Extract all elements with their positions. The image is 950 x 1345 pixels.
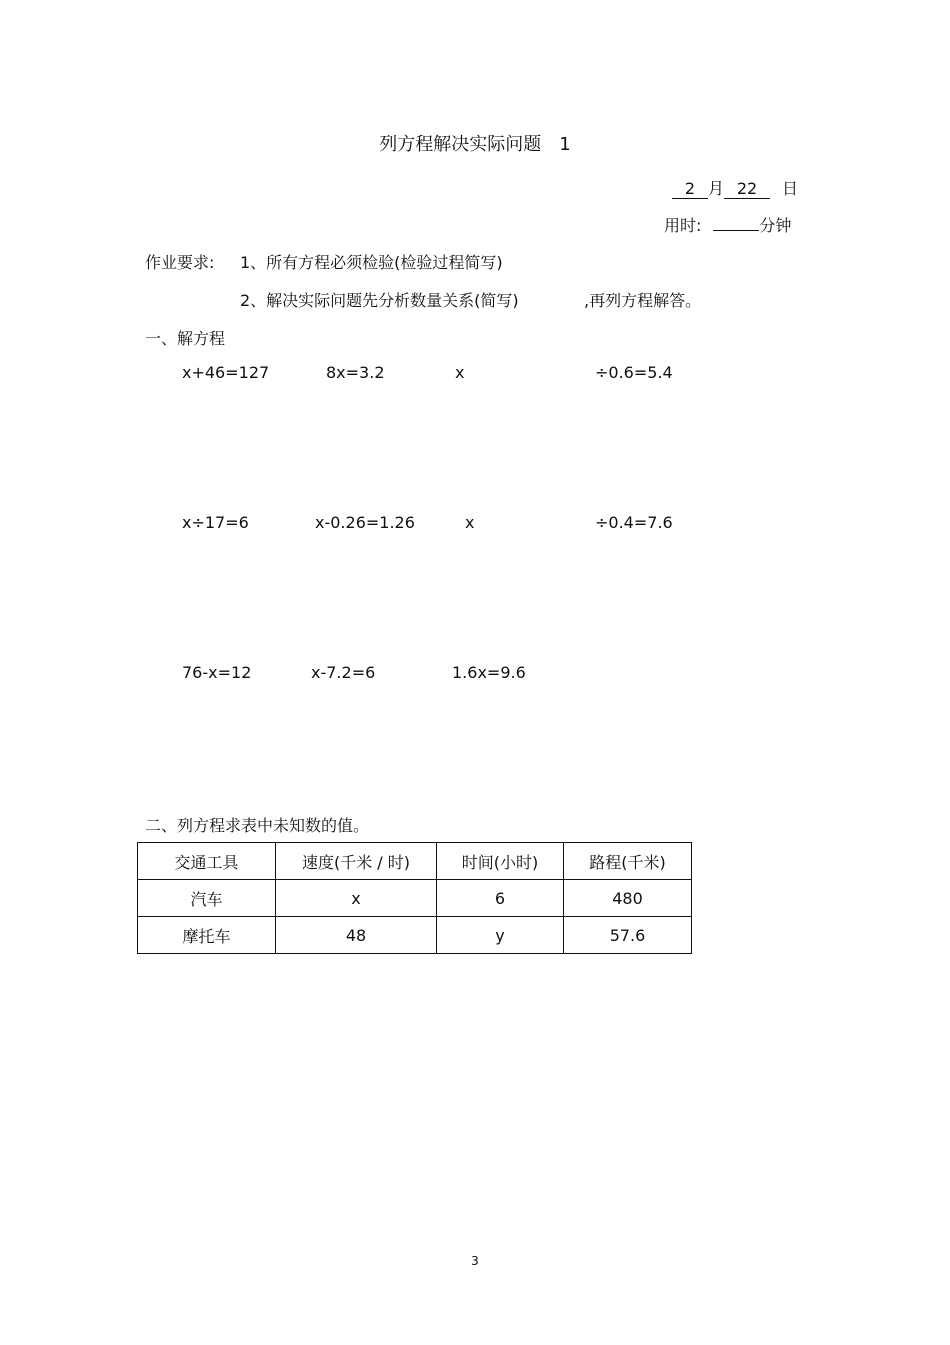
table-row <box>138 880 692 917</box>
table-cell: 57.6 <box>564 917 692 954</box>
table-header-cell: 时间(小时) <box>437 843 564 880</box>
section1-heading: 一、解方程 <box>145 329 226 348</box>
table-cell: y <box>437 917 564 954</box>
equation-variable: x <box>465 513 475 532</box>
page-number: 3 <box>471 1254 479 1268</box>
equation: x÷17=6 <box>182 513 249 532</box>
time-used-blank <box>713 230 759 231</box>
table-cell: 汽车 <box>138 880 276 917</box>
title-text: 列方程解决实际问题 <box>379 134 542 155</box>
equation-variable: x <box>455 363 465 382</box>
date-line <box>672 176 798 199</box>
page-title <box>0 130 950 156</box>
date-day-label: 日 <box>782 179 799 198</box>
table-cell: 48 <box>276 917 437 954</box>
time-used-label: 用时: <box>664 216 702 235</box>
equation: x-7.2=6 <box>311 663 376 682</box>
date-month-label: 月 <box>708 179 725 198</box>
table-header-cell: 路程(千米) <box>564 843 692 880</box>
equation: x-0.26=1.26 <box>315 513 415 532</box>
equation: 8x=3.2 <box>326 363 385 382</box>
table-row <box>138 917 692 954</box>
time-used-line <box>664 213 791 236</box>
equation-rest: ÷0.6=5.4 <box>595 363 673 382</box>
equation: 1.6x=9.6 <box>452 663 526 682</box>
table-cell: 480 <box>564 880 692 917</box>
equation: x+46=127 <box>182 363 270 382</box>
table-cell: x <box>276 880 437 917</box>
requirement-item-1: 1、所有方程必须检验(检验过程简写) <box>240 253 503 272</box>
table-cell: 摩托车 <box>138 917 276 954</box>
table-header-cell: 交通工具 <box>138 843 276 880</box>
table-header-row <box>138 843 692 880</box>
requirement-item-2b: ,再列方程解答。 <box>584 291 702 310</box>
date-month-value: 2 <box>672 180 708 199</box>
title-number: 1 <box>559 134 571 155</box>
equation-rest: ÷0.4=7.6 <box>595 513 673 532</box>
requirement-item-2a: 2、解决实际问题先分析数量关系(简写) <box>240 291 519 310</box>
section2-heading: 二、列方程求表中未知数的值。 <box>145 816 370 835</box>
date-day-value: 22 <box>724 180 770 199</box>
time-used-unit: 分钟 <box>759 216 792 235</box>
table-header-cell: 速度(千米 / 时) <box>276 843 437 880</box>
equation: 76-x=12 <box>182 663 252 682</box>
requirements-label: 作业要求: <box>145 253 215 272</box>
data-table <box>137 842 692 954</box>
table-cell: 6 <box>437 880 564 917</box>
